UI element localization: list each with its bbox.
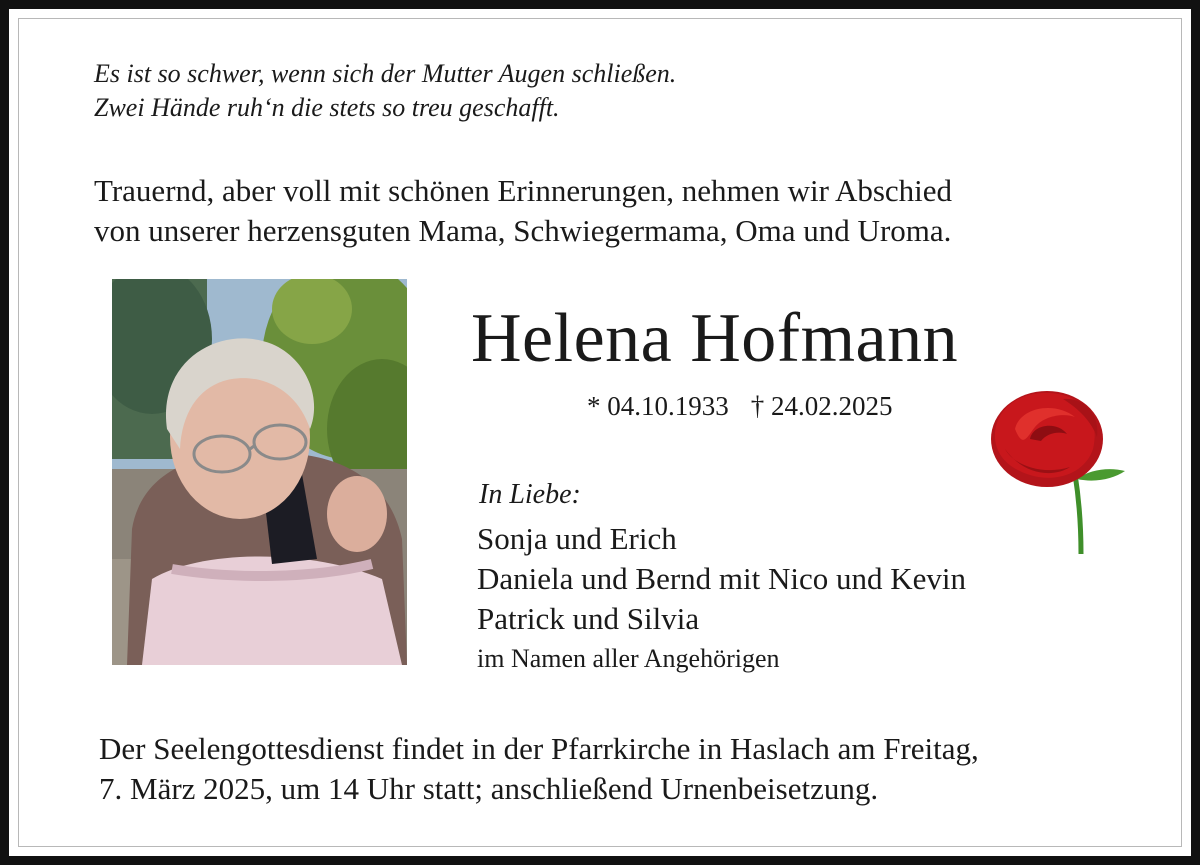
verse bbox=[94, 57, 676, 125]
service-line-1: Der Seelengottesdienst findet in der Pfarrkirche in Haslach am Freitag, bbox=[99, 731, 979, 766]
mourner-line: Daniela und Bernd mit Nico und Kevin bbox=[477, 561, 967, 596]
intro-line-2: von unserer herzensguten Mama, Schwiegermama, Oma und Uroma. bbox=[94, 213, 952, 248]
intro-line-1: Trauernd, aber voll mit schönen Erinnerungen, nehmen wir Abschied bbox=[94, 173, 953, 208]
life-dates bbox=[587, 389, 893, 423]
verse-line-1: Es ist so schwer, wenn sich der Mutter Augen schließen. bbox=[94, 59, 677, 88]
mourner-line: Sonja und Erich bbox=[477, 521, 677, 556]
mourners-heading: In Liebe: bbox=[479, 479, 581, 510]
mourner-line: Patrick und Silvia bbox=[477, 601, 700, 636]
service-line-2: 7. März 2025, um 14 Uhr statt; anschließend Urnenbeisetzung. bbox=[99, 771, 879, 806]
verse-line-2: Zwei Hände ruh‘n die stets so treu geschafft. bbox=[94, 93, 560, 122]
birth-date: * 04.10.1933 bbox=[587, 391, 729, 421]
deceased-name: Helena Hofmann bbox=[471, 300, 959, 377]
service-announcement bbox=[99, 729, 979, 809]
rose-icon bbox=[975, 379, 1135, 559]
mourners-list bbox=[477, 519, 966, 679]
portrait-photo bbox=[112, 279, 407, 665]
death-date: † 24.02.2025 bbox=[750, 391, 893, 421]
intro-text bbox=[94, 171, 952, 251]
mourners-closing: im Namen aller Angehörigen bbox=[477, 644, 780, 673]
